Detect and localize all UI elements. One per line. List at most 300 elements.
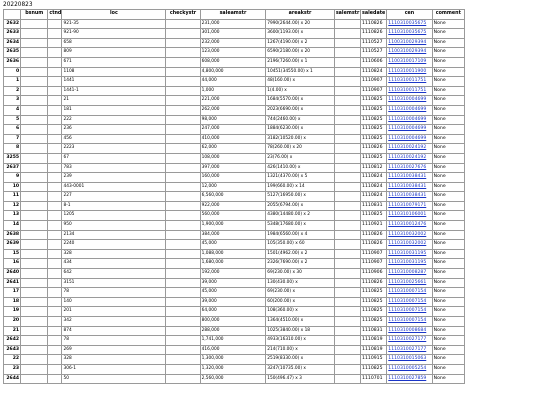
bsnum-cell — [21, 221, 48, 231]
areakstr-cell: 2196(7260.00) x 1 — [266, 57, 335, 67]
comment-cell: None — [432, 249, 464, 259]
loc-cell: 3151 — [62, 278, 166, 288]
cen-link[interactable]: 1110310011751 — [387, 77, 432, 87]
salemstr-cell — [334, 364, 360, 374]
page-title: 20220823 — [3, 2, 33, 8]
table-row[interactable] — [4, 240, 465, 250]
loc-cell: 181 — [62, 105, 166, 115]
bsnum-cell — [21, 355, 48, 365]
saledate-cell: 1110826 — [361, 230, 387, 240]
saleamstr-cell: 39,000 — [200, 278, 266, 288]
data-table — [3, 9, 465, 384]
table-row[interactable] — [4, 278, 465, 288]
saleamstr-cell: 98,000 — [200, 115, 266, 125]
comment-cell: None — [432, 105, 464, 115]
comment-cell: None — [432, 201, 464, 211]
bsnum-cell — [21, 249, 48, 259]
saleamstr-cell: 4,800,000 — [200, 67, 266, 77]
areakstr-cell: 48(160.00) x — [266, 77, 335, 87]
loc-cell: 306-1 — [62, 364, 166, 374]
comment-cell: None — [432, 221, 464, 231]
comment-cell: None — [432, 211, 464, 221]
ctnd-cell — [48, 288, 62, 298]
loc-cell: 328 — [62, 249, 166, 259]
checkystr-cell — [166, 125, 200, 135]
saleamstr-cell: 288,000 — [200, 326, 266, 336]
comment-cell: None — [432, 153, 464, 163]
areakstr-cell: 78(260.00) x 20 — [266, 144, 335, 154]
row-index: 2634 — [4, 38, 21, 48]
cen-link[interactable]: 1110310038431 — [387, 173, 432, 183]
row-index: 6 — [4, 125, 21, 135]
areakstr-cell: 1684(5570.00) x — [266, 96, 335, 106]
bsnum-cell — [21, 364, 48, 374]
comment-cell: None — [432, 77, 464, 87]
saleamstr-cell: 45,000 — [200, 288, 266, 298]
ctnd-cell — [48, 134, 62, 144]
saleamstr-cell: 44,000 — [200, 77, 266, 87]
row-index: 13 — [4, 211, 21, 221]
cen-link[interactable]: 1110310004699 — [387, 134, 432, 144]
checkystr-cell — [166, 115, 200, 125]
salemstr-cell — [334, 163, 360, 173]
row-index: 2637 — [4, 163, 21, 173]
saleamstr-cell: 1,900,000 — [200, 221, 266, 231]
saleamstr-cell: 1,088,000 — [200, 249, 266, 259]
areakstr-cell: 69(230.00) x — [266, 288, 335, 298]
row-index: 2642 — [4, 336, 21, 346]
loc-cell: 921-90 — [62, 29, 166, 39]
salemstr-cell — [334, 105, 360, 115]
table-row[interactable] — [4, 269, 465, 279]
cen-link[interactable]: 1110310024192 — [387, 144, 432, 154]
column-header-checkystr[interactable]: checkystr — [166, 10, 200, 20]
checkystr-cell — [166, 259, 200, 269]
saleamstr-cell: 1,300,000 — [200, 355, 266, 365]
comment-cell: None — [432, 240, 464, 250]
loc-cell: 67 — [62, 153, 166, 163]
table-row[interactable] — [4, 67, 465, 77]
table-row[interactable] — [4, 374, 465, 384]
comment-cell: None — [432, 38, 464, 48]
bsnum-cell — [21, 96, 48, 106]
cen-link[interactable]: 1110310032002 — [387, 230, 432, 240]
cen-link[interactable]: 1110310007154 — [387, 317, 432, 327]
salemstr-cell — [334, 297, 360, 307]
salemstr-cell — [334, 355, 360, 365]
loc-cell: 222 — [62, 115, 166, 125]
table-row[interactable] — [4, 211, 465, 221]
bsnum-cell — [21, 115, 48, 125]
saleamstr-cell: 192,000 — [200, 269, 266, 279]
saledate-cell: 1110907 — [361, 86, 387, 96]
table-row[interactable] — [4, 307, 465, 317]
cen-link[interactable]: 1110310032002 — [387, 240, 432, 250]
table-row[interactable] — [4, 259, 465, 269]
salemstr-cell — [334, 86, 360, 96]
bsnum-cell — [21, 211, 48, 221]
comment-cell: None — [432, 192, 464, 202]
ctnd-cell — [48, 355, 62, 365]
saledate-cell: 1110819 — [361, 336, 387, 346]
ctnd-cell — [48, 105, 62, 115]
checkystr-cell — [166, 288, 200, 298]
salemstr-cell — [334, 288, 360, 298]
column-header-ctnd[interactable]: ctnd — [48, 10, 62, 20]
table-row[interactable] — [4, 48, 465, 58]
bsnum-cell — [21, 326, 48, 336]
salemstr-cell — [334, 259, 360, 269]
ctnd-cell — [48, 192, 62, 202]
cen-link[interactable]: 1110310008287 — [387, 269, 432, 279]
areakstr-cell: 4380(14480.00) x 2 — [266, 211, 335, 221]
table-row[interactable] — [4, 77, 465, 87]
areakstr-cell: 10451(34550.00) x 1 — [266, 67, 335, 77]
cen-link[interactable]: 1110310012476 — [387, 221, 432, 231]
cen-link[interactable]: 1110310027177 — [387, 345, 432, 355]
row-index: 2643 — [4, 345, 21, 355]
saledate-cell: 1110701 — [361, 374, 387, 384]
areakstr-cell: 214(710.00) x — [266, 345, 335, 355]
ctnd-cell — [48, 144, 62, 154]
table-row[interactable] — [4, 134, 465, 144]
bsnum-cell — [21, 77, 48, 87]
row-index: 2 — [4, 86, 21, 96]
column-header-loc[interactable]: loc — [62, 10, 166, 20]
cen-link[interactable]: 1100310017109 — [387, 57, 432, 67]
areakstr-cell: 426(1410.00) x — [266, 163, 335, 173]
checkystr-cell — [166, 163, 200, 173]
table-body — [4, 19, 465, 384]
table-row[interactable] — [4, 125, 465, 135]
bsnum-cell — [21, 374, 48, 384]
bsnum-cell — [21, 192, 48, 202]
table-row[interactable] — [4, 153, 465, 163]
saledate-cell: 1110825 — [361, 317, 387, 327]
ctnd-cell — [48, 19, 62, 29]
salemstr-cell — [334, 374, 360, 384]
ctnd-cell — [48, 307, 62, 317]
table-row[interactable] — [4, 364, 465, 374]
column-header-areakstr[interactable]: areakstr — [266, 10, 335, 20]
loc-cell: 456 — [62, 134, 166, 144]
comment-cell: None — [432, 336, 464, 346]
checkystr-cell — [166, 345, 200, 355]
loc-cell: 809 — [62, 48, 166, 58]
cen-link[interactable]: 1110310038431 — [387, 192, 432, 202]
cen-link[interactable]: 1110310027676 — [387, 163, 432, 173]
salemstr-cell — [334, 336, 360, 346]
table-row[interactable] — [4, 345, 465, 355]
ctnd-cell — [48, 249, 62, 259]
ctnd-cell — [48, 173, 62, 183]
row-index: 22 — [4, 355, 21, 365]
table-row[interactable] — [4, 355, 465, 365]
ctnd-cell — [48, 221, 62, 231]
column-header-saleamstr[interactable]: saleamstr — [200, 10, 266, 20]
salemstr-cell — [334, 307, 360, 317]
areakstr-cell: 2023(6690.00) x — [266, 105, 335, 115]
areakstr-cell: 4933(16310.00) x — [266, 336, 335, 346]
table-row[interactable] — [4, 173, 465, 183]
salemstr-cell — [334, 173, 360, 183]
cen-link[interactable]: 1110310004699 — [387, 96, 432, 106]
ctnd-cell — [48, 269, 62, 279]
cen-link[interactable]: 1110310031195 — [387, 249, 432, 259]
saleamstr-cell: 232,000 — [200, 38, 266, 48]
table-row[interactable] — [4, 29, 465, 39]
row-index: 3255 — [4, 153, 21, 163]
salemstr-cell — [334, 144, 360, 154]
table-row[interactable] — [4, 144, 465, 154]
loc-cell: 671 — [62, 57, 166, 67]
cen-link[interactable]: 1110310011900 — [387, 67, 432, 77]
row-index: 16 — [4, 259, 21, 269]
salemstr-cell — [334, 278, 360, 288]
checkystr-cell — [166, 240, 200, 250]
table-row[interactable] — [4, 221, 465, 231]
row-index: 17 — [4, 288, 21, 298]
saleamstr-cell: 39,000 — [200, 297, 266, 307]
loc-cell: 50 — [62, 374, 166, 384]
ctnd-cell — [48, 29, 62, 39]
row-index: 12 — [4, 201, 21, 211]
salemstr-cell — [334, 201, 360, 211]
comment-cell: None — [432, 345, 464, 355]
row-index: 2635 — [4, 48, 21, 58]
cen-link[interactable]: 1100310029394 — [387, 38, 432, 48]
loc-cell: 2240 — [62, 240, 166, 250]
ctnd-cell — [48, 77, 62, 87]
column-header-comment[interactable]: comment — [432, 10, 464, 20]
table-row[interactable] — [4, 317, 465, 327]
table-row[interactable] — [4, 249, 465, 259]
bsnum-cell — [21, 182, 48, 192]
cen-link[interactable]: 1110310027177 — [387, 336, 432, 346]
row-index: 1 — [4, 77, 21, 87]
cen-link[interactable]: 1110310004699 — [387, 115, 432, 125]
cen-link[interactable]: 1110310004699 — [387, 105, 432, 115]
ctnd-cell — [48, 96, 62, 106]
ctnd-cell — [48, 38, 62, 48]
row-index: 20 — [4, 317, 21, 327]
saledate-cell: 1110915 — [361, 355, 387, 365]
saleamstr-cell: 560,000 — [200, 211, 266, 221]
bsnum-cell — [21, 173, 48, 183]
saledate-cell: 1110825 — [361, 105, 387, 115]
comment-cell: None — [432, 86, 464, 96]
bsnum-cell — [21, 125, 48, 135]
loc-cell: 78 — [62, 336, 166, 346]
areakstr-cell: 1025(3840.00) x 18 — [266, 326, 335, 336]
cen-link[interactable]: 1110310007154 — [387, 307, 432, 317]
column-header-index[interactable] — [4, 10, 21, 20]
ctnd-cell — [48, 336, 62, 346]
checkystr-cell — [166, 201, 200, 211]
loc-cell: 140 — [62, 297, 166, 307]
table-row[interactable] — [4, 38, 465, 48]
cen-link[interactable]: 1110310008684 — [387, 326, 432, 336]
loc-cell: 434 — [62, 259, 166, 269]
cen-link[interactable]: 1110310027859 — [387, 374, 432, 384]
cen-link[interactable]: 1110310035675 — [387, 29, 432, 39]
comment-cell: None — [432, 96, 464, 106]
areakstr-cell: 2519(8330.00) x — [266, 355, 335, 365]
row-index: 23 — [4, 364, 21, 374]
cen-link[interactable]: 1110310035675 — [387, 19, 432, 29]
areakstr-cell: 6590(2180.00) x 20 — [266, 48, 335, 58]
saleamstr-cell: 45,000 — [200, 240, 266, 250]
comment-cell: None — [432, 355, 464, 365]
areakstr-cell: 3600(1193.00) x — [266, 29, 335, 39]
salemstr-cell — [334, 249, 360, 259]
comment-cell: None — [432, 278, 464, 288]
row-index: 7 — [4, 134, 21, 144]
data-table-container — [3, 9, 465, 384]
cen-link[interactable]: 1110310031195 — [387, 259, 432, 269]
areakstr-cell: 2055(6794.00) x — [266, 201, 335, 211]
areakstr-cell: 1884(6230.00) x — [266, 125, 335, 135]
table-row[interactable] — [4, 86, 465, 96]
saledate-cell: 1110824 — [361, 67, 387, 77]
areakstr-cell: 1(4.00) x — [266, 86, 335, 96]
saleamstr-cell: 64,000 — [200, 307, 266, 317]
row-index: 19 — [4, 307, 21, 317]
salemstr-cell — [334, 211, 360, 221]
column-header-bsnum[interactable]: bsnum — [21, 10, 48, 20]
bsnum-cell — [21, 38, 48, 48]
cen-link[interactable]: 1110310079171 — [387, 201, 432, 211]
column-header-cen[interactable]: cen — [387, 10, 432, 20]
table-row[interactable] — [4, 115, 465, 125]
cen-link[interactable]: 1110310038431 — [387, 182, 432, 192]
row-index: 14 — [4, 221, 21, 231]
comment-cell: None — [432, 48, 464, 58]
areakstr-cell: 1321(4370.00) x 5 — [266, 173, 335, 183]
table-row[interactable] — [4, 336, 465, 346]
areakstr-cell: 108(360.00) x — [266, 307, 335, 317]
table-row[interactable] — [4, 288, 465, 298]
table-row[interactable] — [4, 182, 465, 192]
loc-cell: 328 — [62, 355, 166, 365]
cen-link[interactable]: 1110310025661 — [387, 278, 432, 288]
saledate-cell: 1110825 — [361, 297, 387, 307]
row-index: 2636 — [4, 57, 21, 67]
saleamstr-cell: 160,000 — [200, 173, 266, 183]
table-header — [4, 10, 465, 20]
salemstr-cell — [334, 230, 360, 240]
bsnum-cell — [21, 345, 48, 355]
checkystr-cell — [166, 96, 200, 106]
table-row[interactable] — [4, 230, 465, 240]
saledate-cell: 1110825 — [361, 364, 387, 374]
salemstr-cell — [334, 115, 360, 125]
ctnd-cell — [48, 278, 62, 288]
loc-cell: 2134 — [62, 230, 166, 240]
table-row[interactable] — [4, 96, 465, 106]
table-row[interactable] — [4, 192, 465, 202]
saleamstr-cell: 922,000 — [200, 201, 266, 211]
cen-link[interactable]: 1110310106001 — [387, 211, 432, 221]
saledate-cell: 1110824 — [361, 182, 387, 192]
table-row[interactable] — [4, 105, 465, 115]
row-index: 2638 — [4, 230, 21, 240]
cen-link[interactable]: 1110310015063 — [387, 355, 432, 365]
cen-link[interactable]: 1110310011751 — [387, 86, 432, 96]
comment-cell: None — [432, 269, 464, 279]
comment-cell: None — [432, 326, 464, 336]
table-row[interactable] — [4, 19, 465, 29]
saledate-cell: 1110825 — [361, 211, 387, 221]
comment-cell: None — [432, 307, 464, 317]
cen-link[interactable]: 1110310005254 — [387, 364, 432, 374]
checkystr-cell — [166, 173, 200, 183]
checkystr-cell — [166, 192, 200, 202]
ctnd-cell — [48, 374, 62, 384]
checkystr-cell — [166, 19, 200, 29]
saleamstr-cell: 397,000 — [200, 163, 266, 173]
saledate-cell: 1110921 — [361, 221, 387, 231]
loc-cell: 1441 — [62, 77, 166, 87]
ctnd-cell — [48, 345, 62, 355]
column-header-saledate[interactable]: saledate — [361, 10, 387, 20]
saledate-cell: 1110825 — [361, 288, 387, 298]
bsnum-cell — [21, 259, 48, 269]
cen-link[interactable]: 1110310004699 — [387, 125, 432, 135]
comment-cell: None — [432, 173, 464, 183]
areakstr-cell: 150(496.47) x 3 — [266, 374, 335, 384]
checkystr-cell — [166, 364, 200, 374]
loc-cell: 78 — [62, 288, 166, 298]
salemstr-cell — [334, 345, 360, 355]
cen-link[interactable]: 1100310029394 — [387, 48, 432, 58]
cen-link[interactable]: 1110310007154 — [387, 288, 432, 298]
table-row[interactable] — [4, 326, 465, 336]
row-index: 2632 — [4, 19, 21, 29]
cen-link[interactable]: 1110310007154 — [387, 297, 432, 307]
row-index: 2641 — [4, 278, 21, 288]
bsnum-cell — [21, 288, 48, 298]
checkystr-cell — [166, 86, 200, 96]
table-row[interactable] — [4, 201, 465, 211]
bsnum-cell — [21, 105, 48, 115]
saleamstr-cell: 1,680,000 — [200, 259, 266, 269]
salemstr-cell — [334, 67, 360, 77]
comment-cell: None — [432, 364, 464, 374]
checkystr-cell — [166, 211, 200, 221]
loc-cell: 642 — [62, 269, 166, 279]
salemstr-cell — [334, 153, 360, 163]
loc-cell: 874 — [62, 326, 166, 336]
column-header-salemstr[interactable]: salemstr — [334, 10, 360, 20]
saleamstr-cell: 800,000 — [200, 317, 266, 327]
row-index: 4 — [4, 105, 21, 115]
saledate-cell: 1110907 — [361, 77, 387, 87]
saleamstr-cell: 410,000 — [200, 134, 266, 144]
table-row[interactable] — [4, 163, 465, 173]
checkystr-cell — [166, 221, 200, 231]
cen-link[interactable]: 1110310024192 — [387, 153, 432, 163]
loc-cell: 950 — [62, 221, 166, 231]
table-row[interactable] — [4, 297, 465, 307]
saleamstr-cell: 2,560,000 — [200, 374, 266, 384]
table-row[interactable] — [4, 57, 465, 67]
saledate-cell: 1110812 — [361, 163, 387, 173]
saleamstr-cell: 6,560,000 — [200, 192, 266, 202]
saledate-cell: 1110825 — [361, 307, 387, 317]
comment-cell: None — [432, 144, 464, 154]
row-index: 0 — [4, 67, 21, 77]
